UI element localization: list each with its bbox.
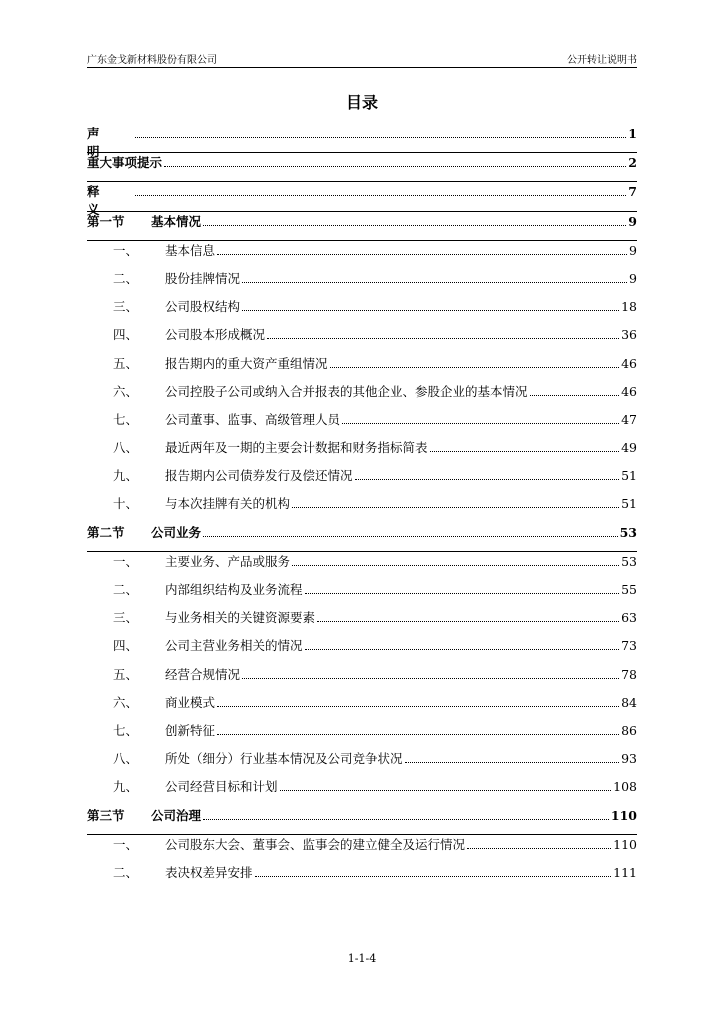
dot-leader [203,225,626,226]
toc-entry-number: 一、 [113,242,139,258]
toc-entry-label: 报告期内公司债券发行及偿还情况 [165,468,353,484]
toc-entry-number: 四、 [113,327,139,343]
dot-leader [317,621,619,622]
toc-entry-page: 63 [621,610,637,626]
dot-leader [430,451,620,452]
toc-subentry[interactable] [87,466,637,494]
toc-entry-number: 八、 [113,440,139,456]
toc-entry-label: 重大事项提示 [87,155,163,171]
toc-entry-page: 78 [621,666,637,682]
dot-leader [305,593,620,594]
toc-entry-label: 商业模式 [165,694,216,710]
toc-entry-page: 53 [621,553,637,569]
toc-entry-label: 公司股权结构 [165,299,241,315]
toc-entry-label: 与业务相关的关键资源要素 [165,610,316,626]
dot-leader [330,367,620,368]
toc-entry-number: 六、 [113,383,139,399]
toc-entry-page: 46 [621,383,637,399]
toc-subentry[interactable] [87,354,637,382]
toc-subentry[interactable] [87,410,637,438]
toc-entry-label: 公司股东大会、董事会、监事会的建立健全及运行情况 [165,836,466,852]
toc-entry-page: 53 [619,524,637,540]
toc-subentry[interactable] [87,693,637,721]
header-document-type: 公开转让说明书 [567,55,637,66]
dot-leader [305,649,620,650]
toc-entry-page: 9 [629,242,637,258]
toc-entry-label: 表决权差异安排 [165,864,253,880]
toc-entry-label: 报告期内的重大资产重组情况 [165,355,328,371]
dot-leader [135,137,626,138]
dot-leader [292,565,619,566]
dot-leader [242,282,627,283]
toc-entry-page: 9 [628,213,637,229]
toc-entry-definitions[interactable] [87,182,637,218]
toc-entry-page: 55 [621,582,637,597]
toc-subentry[interactable] [87,580,637,608]
toc-subentry[interactable] [87,325,637,353]
toc-entry-page: 51 [621,468,637,484]
toc-entry-section-2[interactable] [87,523,637,552]
dot-leader [242,310,619,311]
toc-entry-page: 18 [621,299,637,315]
dot-leader [405,762,620,763]
toc-entry-page: 49 [621,440,637,456]
page-number: 1-1-4 [347,952,377,965]
dot-leader [203,536,618,537]
toc-entry-page: 108 [613,779,637,795]
toc-entry-major-matters[interactable] [87,153,637,182]
toc-entry-page: 84 [621,694,637,710]
toc-entry-number: 十、 [113,496,139,512]
dot-leader [355,479,620,480]
toc-entry-page: 110 [610,807,637,823]
dot-leader [342,423,619,424]
toc-subentry[interactable] [87,835,637,863]
table-of-contents [87,124,637,891]
toc-entry-number: 四、 [113,638,139,654]
toc-entry-label: 公司经营目标和计划 [165,779,278,795]
toc-entry-section-3[interactable] [87,806,637,835]
toc-entry-label: 公司主营业务相关的情况 [165,638,303,654]
toc-entry-number: 三、 [113,299,139,315]
toc-entry-label: 公司控股子公司或纳入合并报表的其他企业、参股企业的基本情况 [165,383,528,399]
toc-subentry[interactable] [87,494,637,522]
dot-leader [203,819,609,820]
toc-entry-number: 第三节 [87,807,125,823]
toc-entry-page: 9 [629,270,637,286]
toc-entry-page: 111 [613,864,637,880]
toc-entry-label: 最近两年及一期的主要会计数据和财务指标简表 [165,440,428,456]
toc-entry-label: 公司董事、监事、高级管理人员 [165,411,341,427]
toc-entry-number: 六、 [113,694,139,710]
dot-leader [280,790,612,791]
toc-entry-page: 36 [621,327,637,343]
toc-entry-number: 声 明 [87,126,114,159]
toc-entry-number: 二、 [113,864,139,880]
toc-entry-label: 公司治理 [151,807,202,823]
toc-subentry[interactable] [87,749,637,777]
toc-entry-page: 47 [621,411,637,427]
toc-entry-number: 第二节 [87,524,125,540]
dot-leader [467,848,611,849]
toc-subentry[interactable] [87,863,637,891]
toc-entry-page: 73 [621,638,637,654]
dot-leader [135,195,626,196]
toc-title: 目录 [345,93,378,112]
toc-entry-label: 与本次挂牌有关的机构 [165,496,291,512]
toc-entry-label: 公司股本形成概况 [165,327,266,343]
toc-entry-page: 7 [628,184,637,200]
toc-subentry[interactable] [87,721,637,749]
toc-subentry[interactable] [87,608,637,636]
toc-entry-number: 七、 [113,411,139,427]
toc-entry-label: 创新特征 [165,722,216,738]
toc-subentry[interactable] [87,665,637,693]
toc-entry-page: 93 [621,751,637,767]
dot-leader [267,338,619,339]
toc-entry-number: 九、 [113,779,139,795]
toc-subentry[interactable] [87,269,637,297]
toc-entry-label: 所处（细分）行业基本情况及公司竞争状况 [165,751,403,767]
toc-entry-statement[interactable] [87,124,637,159]
dot-leader [530,395,620,396]
toc-subentry[interactable] [87,636,637,664]
toc-entry-page: 46 [621,355,637,371]
dot-leader [292,507,619,508]
toc-entry-page: 86 [621,722,637,738]
toc-entry-number: 九、 [113,468,139,484]
toc-subentry[interactable] [87,297,637,325]
toc-entry-page: 110 [613,836,637,852]
toc-entry-number: 五、 [113,355,139,371]
dot-leader [217,706,619,707]
dot-leader [242,678,619,679]
toc-entry-number: 五、 [113,666,139,682]
toc-entry-label: 基本信息 [165,242,216,258]
toc-entry-section-1[interactable] [87,212,637,241]
toc-entry-page: 2 [628,155,637,171]
toc-entry-number: 二、 [113,582,139,597]
toc-entry-label: 主要业务、产品或服务 [165,553,291,569]
toc-entry-number: 三、 [113,610,139,626]
toc-entry-number: 第一节 [87,213,125,229]
page-header [87,51,637,68]
toc-entry-label: 内部组织结构及业务流程 [165,582,303,597]
toc-subentry[interactable] [87,438,637,466]
toc-entry-number: 释 义 [87,184,114,218]
toc-subentry[interactable] [87,552,637,580]
toc-entry-number: 一、 [113,553,139,569]
toc-entry-number: 七、 [113,722,139,738]
dot-leader [217,254,627,255]
dot-leader [164,166,626,167]
toc-entry-number: 二、 [113,270,139,286]
toc-entry-label: 经营合规情况 [165,666,241,682]
toc-entry-page: 1 [628,126,637,141]
toc-subentry[interactable] [87,777,637,805]
toc-entry-label: 股份挂牌情况 [165,270,241,286]
toc-entry-page: 51 [621,496,637,512]
toc-entry-label: 基本情况 [151,213,202,229]
toc-subentry[interactable] [87,382,637,410]
header-company-name: 广东金戈新材料股份有限公司 [87,55,217,66]
toc-entry-number: 一、 [113,836,139,852]
toc-entry-label: 公司业务 [151,524,202,540]
dot-leader [217,734,619,735]
toc-entry-number: 八、 [113,751,139,767]
dot-leader [255,876,612,877]
toc-subentry[interactable] [87,241,637,269]
